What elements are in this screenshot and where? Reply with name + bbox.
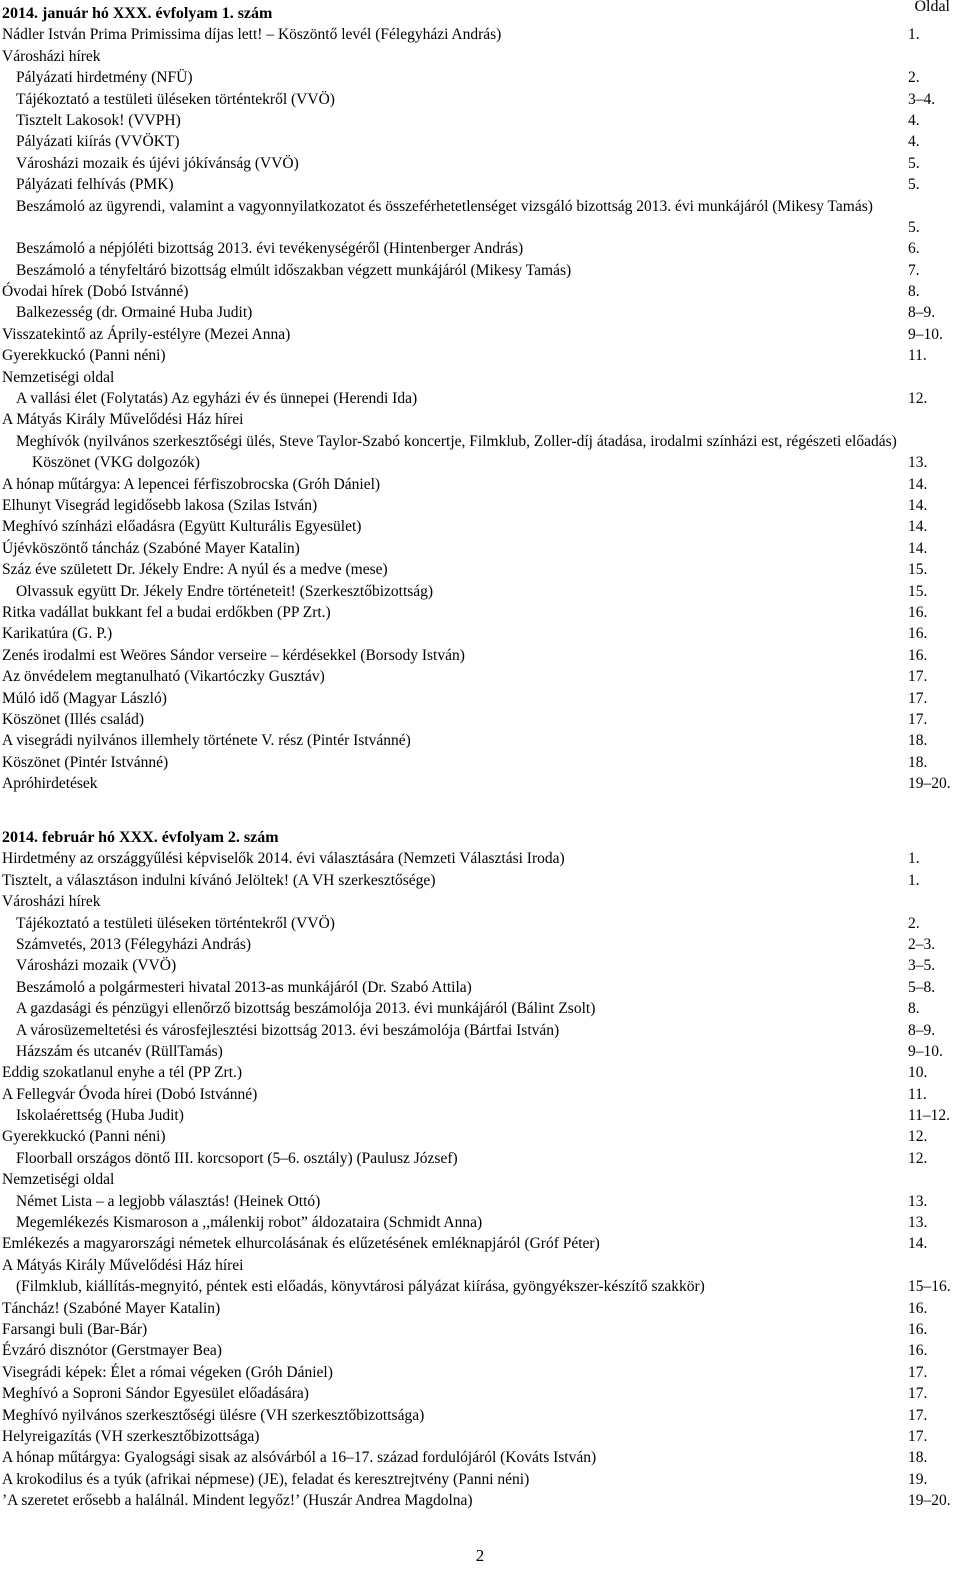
toc-entry <box>2 913 960 934</box>
toc-entry <box>2 1169 960 1190</box>
entry-title: ’A szeretet erősebb a halálnál. Mindent legyőz!’ (Huszár Andrea Magdolna) <box>2 1492 473 1510</box>
entry-page-number: 1. <box>908 26 920 44</box>
entry-page-number: 17. <box>908 668 928 686</box>
entry-title: Évzáró disznótor (Gerstmayer Bea) <box>2 1342 222 1360</box>
toc-entry <box>2 474 960 495</box>
toc-entry <box>2 153 960 174</box>
entry-page-number: 16. <box>908 646 928 664</box>
entry-page-number: 3–4. <box>908 90 936 108</box>
toc-entry <box>2 955 960 976</box>
toc-entry <box>2 602 960 623</box>
toc-entry <box>2 1062 960 1083</box>
toc-entry <box>2 1191 960 1212</box>
toc-entry <box>2 870 960 891</box>
entry-page-number: 18. <box>908 753 928 771</box>
toc-entry <box>2 752 960 773</box>
entry-page-number: 11–12. <box>908 1107 951 1125</box>
entry-page-number: 17. <box>908 1427 928 1445</box>
entry-title: Zenés irodalmi est Weöres Sándor verseire – kérdésekkel (Borsody István) <box>2 646 465 664</box>
entry-page-number: 14. <box>908 1235 928 1253</box>
entry-page-number: 13. <box>908 454 928 472</box>
entry-page-number: 16. <box>908 1320 928 1338</box>
entry-page-number: 12. <box>908 1128 928 1146</box>
entry-title: Hirdetmény az országgyűlési képviselők 2014. évi választására (Nemzeti Választási Iroda) <box>2 850 565 868</box>
entry-title: Apróhirdetések <box>2 775 98 793</box>
entry-title: Olvassuk együtt Dr. Jékely Endre történeteit! (Szerkesztőbizottság) <box>16 582 434 600</box>
entry-title: A Mátyás Király Művelődési Ház hírei <box>2 1256 244 1274</box>
entry-page-number: 17. <box>908 689 928 707</box>
toc-entry <box>2 388 960 409</box>
toc-entry <box>2 1126 960 1147</box>
toc-entry <box>2 516 960 537</box>
entry-title: Visszatekintő az Áprily-estélyre (Mezei Anna) <box>2 325 291 343</box>
toc-entry <box>2 848 960 869</box>
toc-entry <box>2 1319 960 1340</box>
entry-page-number: 16. <box>908 1342 928 1360</box>
entry-title: Beszámoló az ügyrendi, valamint a vagyonnyilatkozatot és összeférhetetlenséget vizsgáló bizottság 2013. évi munkájáról (Mikesy Tamás) <box>16 197 873 215</box>
entry-title: Tisztelt, a választáson indulni kívánó Jelöltek! (A VH szerkesztősége) <box>2 871 436 889</box>
entry-title: A visegrádi nyilvános illemhely története V. rész (Pintér Istvánné) <box>2 732 411 750</box>
toc-entry <box>2 934 960 955</box>
entry-title: Köszönet (Illés család) <box>2 710 145 728</box>
toc-entry <box>2 1340 960 1361</box>
entry-page-number: 5–8. <box>908 978 936 996</box>
entry-page-number: 17. <box>908 1406 928 1424</box>
entry-title: Tisztelt Lakosok! (VVPH) <box>16 111 181 129</box>
entry-page-number: 9–10. <box>908 325 943 343</box>
toc-entry <box>2 196 960 239</box>
entry-title: Tájékoztató a testületi üléseken történtekről (VVÖ) <box>16 914 335 932</box>
toc-entry <box>2 1041 960 1062</box>
entry-title: Beszámoló a népjóléti bizottság 2013. évi tevékenységéről (Hintenberger András) <box>16 240 524 258</box>
toc-entry <box>2 324 960 345</box>
toc-entry <box>2 260 960 281</box>
entry-title: Megemlékezés Kismaroson a ,,málenkij robot” áldozataira (Schmidt Anna) <box>16 1214 483 1232</box>
entry-page-number: 2–3. <box>908 935 936 953</box>
entry-page-number: 11. <box>908 1085 927 1103</box>
entry-title: A hónap műtárgya: Gyalogsági sisak az alsóvárból a 16–17. század fordulójáról (Kováts István) <box>2 1449 597 1467</box>
entry-title: Karikatúra (G. P.) <box>2 625 113 643</box>
entry-page-number: 12. <box>908 390 928 408</box>
toc-entry <box>2 1020 960 1041</box>
entry-page-number: 16. <box>908 625 928 643</box>
entry-title: Meghívó színházi előadásra (Együtt Kulturális Egyesület) <box>2 518 362 536</box>
entry-page-number: 2. <box>908 69 920 87</box>
toc-entry <box>2 1276 960 1297</box>
toc-entry <box>2 495 960 516</box>
toc-entry <box>2 977 960 998</box>
toc-entry <box>2 1084 960 1105</box>
toc-entry <box>2 538 960 559</box>
entry-page-number: 6. <box>908 240 920 258</box>
entry-title: Eddig szokatlanul enyhe a tél (PP Zrt.) <box>2 1064 243 1082</box>
entry-title: Pályázati kiírás (VVÖKT) <box>16 133 180 151</box>
entry-title: Balkezesség (dr. Ormainé Huba Judit) <box>16 304 253 322</box>
toc-entry <box>2 110 960 131</box>
toc-entry <box>2 431 960 474</box>
toc-entry <box>2 1490 960 1511</box>
entry-page-number: 19. <box>908 1470 928 1488</box>
toc-entry <box>2 581 960 602</box>
entry-title: Nemzetiségi oldal <box>2 368 115 386</box>
entry-title: A krokodilus és a tyúk (afrikai népmese) (JE), feladat és keresztrejtvény (Panni néni) <box>2 1470 530 1488</box>
entry-title: Városházi mozaik és újévi jókívánság (VVÖ) <box>16 154 299 172</box>
entry-page-number: 15. <box>908 582 928 600</box>
entry-page-number: 17. <box>908 710 928 728</box>
toc-entry <box>2 67 960 88</box>
entry-title: Nemzetiségi oldal <box>2 1171 115 1189</box>
entry-title: A Mátyás Király Művelődési Ház hírei <box>2 411 244 429</box>
entry-page-number: 3–5. <box>908 957 936 975</box>
toc-entry <box>2 1233 960 1254</box>
issue-title: 2014. január hó XXX. évfolyam 1. szám <box>2 5 273 22</box>
entry-title: A városüzemeltetési és városfejlesztési bizottság 2013. évi beszámolója (Bártfai István) <box>16 1021 560 1039</box>
entry-page-number: 17. <box>908 1385 928 1403</box>
toc-entry <box>2 1405 960 1426</box>
entry-title: Pályázati felhívás (PMK) <box>16 176 174 194</box>
entry-page-number: 13. <box>908 1192 928 1210</box>
toc-entry <box>2 1105 960 1126</box>
entry-page-number: 11. <box>908 347 927 365</box>
toc-entry <box>2 773 960 794</box>
toc-entry <box>2 345 960 366</box>
entry-title: Meghívó nyilvános szerkesztőségi ülésre (VH szerkesztőbizottsága) <box>2 1406 425 1424</box>
toc-entry <box>2 238 960 259</box>
entry-title: Nádler István Prima Primissima díjas lett! – Köszöntő levél (Félegyházi András) <box>2 26 502 44</box>
toc-entry <box>2 46 960 67</box>
toc-entry <box>2 709 960 730</box>
toc-entry <box>2 688 960 709</box>
entry-page-number: 8. <box>908 1000 920 1018</box>
entry-title: Városházi hírek <box>2 47 101 65</box>
entry-title: Gyerekkuckó (Panni néni) <box>2 347 166 365</box>
entry-title: Városházi mozaik (VVÖ) <box>16 957 177 975</box>
entry-title: Száz éve született Dr. Jékely Endre: A nyúl és a medve (mese) <box>2 561 388 579</box>
toc-entry <box>2 666 960 687</box>
entry-page-number: 8–9. <box>908 1021 936 1039</box>
entry-title: Számvetés, 2013 (Félegyházi András) <box>16 935 252 953</box>
entry-title: Meghívó a Soproni Sándor Egyesület előadására) <box>2 1385 309 1403</box>
entry-page-number: 8. <box>908 283 920 301</box>
entry-page-number: 18. <box>908 732 928 750</box>
entry-page-number: 2. <box>908 914 920 932</box>
entry-title: Táncház! (Szabóné Mayer Katalin) <box>2 1299 221 1317</box>
entry-page-number: 14. <box>908 539 928 557</box>
toc-entry <box>2 1426 960 1447</box>
toc-entry <box>2 1447 960 1468</box>
entry-title: Német Lista – a legjobb választás! (Heinek Ottó) <box>16 1192 321 1210</box>
entry-page-number: 19–20. <box>908 1492 951 1510</box>
entry-title: Ritka vadállat bukkant fel a budai erdőkben (PP Zrt.) <box>2 603 331 621</box>
entry-title: A Fellegvár Óvoda hírei (Dobó Istvánné) <box>2 1085 258 1103</box>
toc-entry <box>2 131 960 152</box>
toc-entry <box>2 645 960 666</box>
entry-title: Elhunyt Visegrád legidősebb lakosa (Szilas István) <box>2 497 318 515</box>
entry-page-number: 14. <box>908 497 928 515</box>
entry-title: Iskolaérettség (Huba Judit) <box>16 1107 184 1125</box>
entry-title: A vallási élet (Folytatás) Az egyházi év és ünnepei (Herendi Ida) <box>16 390 418 408</box>
entry-page-number: 16. <box>908 1299 928 1317</box>
entry-title: Beszámoló a polgármesteri hivatal 2013-as munkájáról (Dr. Szabó Attila) <box>16 978 472 996</box>
toc-entry <box>2 409 960 430</box>
toc-entry <box>2 891 960 912</box>
entry-title: Helyreigazítás (VH szerkesztőbizottsága) <box>2 1427 260 1445</box>
entry-title: Házszám és utcanév (RüllTamás) <box>16 1042 223 1060</box>
entry-page-number: 5. <box>908 218 920 236</box>
toc-entry <box>2 281 960 302</box>
entry-page-number: 5. <box>908 154 920 172</box>
entry-title: A hónap műtárgya: A lepencei férfiszobrocska (Gróh Dániel) <box>2 475 381 493</box>
toc-entry <box>2 24 960 45</box>
entry-page-number: 9–10. <box>908 1042 943 1060</box>
entry-page-number: 15. <box>908 561 928 579</box>
entry-page-number: 18. <box>908 1449 928 1467</box>
entry-page-number: 10. <box>908 1064 928 1082</box>
entry-title: Floorball országos döntő III. korcsoport (5–6. osztály) (Paulusz József) <box>16 1149 458 1167</box>
toc-entry <box>2 1469 960 1490</box>
toc-entry <box>2 1362 960 1383</box>
toc-entry <box>2 89 960 110</box>
entry-title: Múló idő (Magyar László) <box>2 689 167 707</box>
entry-title: Emlékezés a magyarországi németek elhurcolásának és elűzetésének emléknapjáról (Gróf Péter) <box>2 1235 600 1253</box>
entry-page-number: 7. <box>908 261 920 279</box>
toc-entry <box>2 1148 960 1169</box>
entry-page-number: 12. <box>908 1149 928 1167</box>
entry-title: Az önvédelem megtanulható (Vikartóczky Gusztáv) <box>2 668 325 686</box>
page-number: 2 <box>475 1546 485 1565</box>
entry-title: A gazdasági és pénzügyi ellenőrző bizottság beszámolója 2013. évi munkájáról (Bálint Zsolt) <box>16 1000 596 1018</box>
issue-section-january <box>2 3 960 794</box>
entry-page-number: 4. <box>908 111 920 129</box>
entry-page-number: 4. <box>908 133 920 151</box>
entry-page-number: 17. <box>908 1363 928 1381</box>
entry-page-number: 19–20. <box>908 775 951 793</box>
entry-page-number: 16. <box>908 603 928 621</box>
toc-entry <box>2 302 960 323</box>
entry-page-number: 15–16. <box>908 1278 951 1296</box>
entry-title: Meghívók (nyilvános szerkesztőségi ülés, Steve Taylor-Szabó koncertje, Filmklub, Zoller-díj átadása, irodalmi színházi est, régészeti előadás) Köszönet (VKG dolgozók) <box>16 432 897 472</box>
entry-title: Pályázati hirdetmény (NFÜ) <box>16 69 193 87</box>
entry-title: Gyerekkuckó (Panni néni) <box>2 1128 166 1146</box>
entry-page-number: 14. <box>908 475 928 493</box>
toc-entry <box>2 1255 960 1276</box>
toc-entry <box>2 730 960 751</box>
entry-title: Beszámoló a tényfeltáró bizottság elmúlt időszakban végzett munkájáról (Mikesy Tamás) <box>16 261 572 279</box>
issue-section-february <box>2 827 960 1512</box>
toc-entry <box>2 1298 960 1319</box>
entry-title: Tájékoztató a testületi üléseken történtekről (VVÖ) <box>16 90 335 108</box>
entry-title: Farsangi buli (Bar-Bár) <box>2 1320 148 1338</box>
toc-entry <box>2 623 960 644</box>
toc-entry <box>2 367 960 388</box>
entry-page-number: 13. <box>908 1214 928 1232</box>
entry-title: (Filmklub, kiállítás-megnyitó, péntek esti előadás, könyvtárosi pályázat kiírása, gyöngyékszer-készítő szakkör) <box>16 1278 705 1296</box>
toc-entry <box>2 1383 960 1404</box>
toc-entry <box>2 1212 960 1233</box>
entry-page-number: 5. <box>908 176 920 194</box>
entry-page-number: 14. <box>908 518 928 536</box>
page-column-header: Oldal <box>914 0 950 15</box>
entry-title: Óvodai hírek (Dobó Istvánné) <box>2 283 189 301</box>
toc-entry <box>2 174 960 195</box>
entry-title: Visegrádi képek: Élet a római végeken (Gróh Dániel) <box>2 1363 333 1381</box>
entry-title: Városházi hírek <box>2 893 101 911</box>
entry-page-number: 1. <box>908 850 920 868</box>
toc-entry <box>2 998 960 1019</box>
issue-title: 2014. február hó XXX. évfolyam 2. szám <box>2 829 279 846</box>
entry-title: Köszönet (Pintér Istvánné) <box>2 753 169 771</box>
toc-entry <box>2 559 960 580</box>
entry-page-number: 8–9. <box>908 304 936 322</box>
entry-title: Újévköszöntő táncház (Szabóné Mayer Katalin) <box>2 539 300 557</box>
entry-page-number: 1. <box>908 871 920 889</box>
